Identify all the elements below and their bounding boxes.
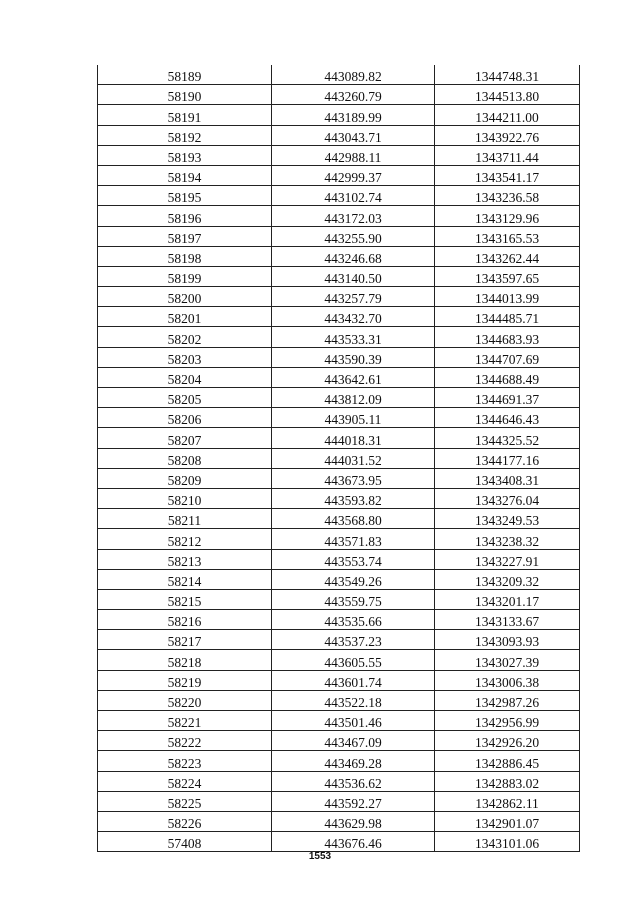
table-row <box>98 630 580 650</box>
point-id-cell: 58203 <box>98 347 272 367</box>
x-coordinate-cell: 443590.39 <box>272 347 435 367</box>
table-row <box>98 589 580 609</box>
y-coordinate-cell: 1343238.32 <box>435 529 580 549</box>
point-id-cell: 58211 <box>98 509 272 529</box>
y-coordinate-cell: 1343541.17 <box>435 165 580 185</box>
x-coordinate-cell: 443260.79 <box>272 85 435 105</box>
x-coordinate-cell: 442988.11 <box>272 145 435 165</box>
y-coordinate-cell: 1344748.31 <box>435 65 580 85</box>
x-coordinate-cell: 443089.82 <box>272 65 435 85</box>
x-coordinate-cell: 443189.99 <box>272 105 435 125</box>
table-row <box>98 529 580 549</box>
y-coordinate-cell: 1342862.11 <box>435 791 580 811</box>
y-coordinate-cell: 1342926.20 <box>435 731 580 751</box>
x-coordinate-cell: 443553.74 <box>272 549 435 569</box>
table-row <box>98 226 580 246</box>
table-row <box>98 408 580 428</box>
point-id-cell: 58191 <box>98 105 272 125</box>
y-coordinate-cell: 1343249.53 <box>435 509 580 529</box>
x-coordinate-cell: 443559.75 <box>272 589 435 609</box>
y-coordinate-cell: 1344707.69 <box>435 347 580 367</box>
table-row <box>98 509 580 529</box>
table-row <box>98 428 580 448</box>
y-coordinate-cell: 1344691.37 <box>435 388 580 408</box>
coordinate-table <box>97 65 580 852</box>
x-coordinate-cell: 443467.09 <box>272 731 435 751</box>
point-id-cell: 58197 <box>98 226 272 246</box>
table-row <box>98 549 580 569</box>
table-row <box>98 186 580 206</box>
y-coordinate-cell: 1343922.76 <box>435 125 580 145</box>
table-row <box>98 610 580 630</box>
point-id-cell: 58220 <box>98 690 272 710</box>
y-coordinate-cell: 1344211.00 <box>435 105 580 125</box>
table-row <box>98 145 580 165</box>
x-coordinate-cell: 443629.98 <box>272 811 435 831</box>
x-coordinate-cell: 443536.62 <box>272 771 435 791</box>
page-number: 1553 <box>308 851 332 862</box>
coordinate-table-container <box>97 65 579 852</box>
point-id-cell: 58225 <box>98 791 272 811</box>
point-id-cell: 58190 <box>98 85 272 105</box>
table-row <box>98 266 580 286</box>
x-coordinate-cell: 443522.18 <box>272 690 435 710</box>
table-row <box>98 488 580 508</box>
point-id-cell: 58199 <box>98 266 272 286</box>
y-coordinate-cell: 1343027.39 <box>435 650 580 670</box>
y-coordinate-cell: 1344013.99 <box>435 287 580 307</box>
y-coordinate-cell: 1344325.52 <box>435 428 580 448</box>
y-coordinate-cell: 1343209.32 <box>435 569 580 589</box>
point-id-cell: 58198 <box>98 246 272 266</box>
point-id-cell: 58219 <box>98 670 272 690</box>
table-row <box>98 105 580 125</box>
x-coordinate-cell: 443642.61 <box>272 367 435 387</box>
x-coordinate-cell: 443593.82 <box>272 488 435 508</box>
x-coordinate-cell: 443676.46 <box>272 832 435 852</box>
x-coordinate-cell: 443432.70 <box>272 307 435 327</box>
y-coordinate-cell: 1343201.17 <box>435 589 580 609</box>
point-id-cell: 58213 <box>98 549 272 569</box>
x-coordinate-cell: 444031.52 <box>272 448 435 468</box>
table-row <box>98 327 580 347</box>
x-coordinate-cell: 443533.31 <box>272 327 435 347</box>
table-row <box>98 367 580 387</box>
table-row <box>98 751 580 771</box>
y-coordinate-cell: 1344513.80 <box>435 85 580 105</box>
point-id-cell: 58194 <box>98 165 272 185</box>
table-row <box>98 85 580 105</box>
y-coordinate-cell: 1343165.53 <box>435 226 580 246</box>
table-row <box>98 650 580 670</box>
point-id-cell: 58216 <box>98 610 272 630</box>
x-coordinate-cell: 443592.27 <box>272 791 435 811</box>
table-row <box>98 307 580 327</box>
x-coordinate-cell: 444018.31 <box>272 428 435 448</box>
y-coordinate-cell: 1343262.44 <box>435 246 580 266</box>
table-row <box>98 771 580 791</box>
x-coordinate-cell: 443568.80 <box>272 509 435 529</box>
point-id-cell: 58215 <box>98 589 272 609</box>
x-coordinate-cell: 442999.37 <box>272 165 435 185</box>
table-row <box>98 347 580 367</box>
x-coordinate-cell: 443605.55 <box>272 650 435 670</box>
y-coordinate-cell: 1344177.16 <box>435 448 580 468</box>
y-coordinate-cell: 1343101.06 <box>435 832 580 852</box>
y-coordinate-cell: 1343133.67 <box>435 610 580 630</box>
y-coordinate-cell: 1344688.49 <box>435 367 580 387</box>
table-row <box>98 468 580 488</box>
table-row <box>98 65 580 85</box>
point-id-cell: 58217 <box>98 630 272 650</box>
point-id-cell: 58200 <box>98 287 272 307</box>
point-id-cell: 58192 <box>98 125 272 145</box>
x-coordinate-cell: 443102.74 <box>272 186 435 206</box>
y-coordinate-cell: 1343227.91 <box>435 549 580 569</box>
point-id-cell: 58202 <box>98 327 272 347</box>
x-coordinate-cell: 443172.03 <box>272 206 435 226</box>
y-coordinate-cell: 1342987.26 <box>435 690 580 710</box>
point-id-cell: 58214 <box>98 569 272 589</box>
point-id-cell: 58224 <box>98 771 272 791</box>
table-row <box>98 731 580 751</box>
table-row <box>98 125 580 145</box>
y-coordinate-cell: 1343597.65 <box>435 266 580 286</box>
point-id-cell: 58206 <box>98 408 272 428</box>
point-id-cell: 58208 <box>98 448 272 468</box>
point-id-cell: 58212 <box>98 529 272 549</box>
y-coordinate-cell: 1343129.96 <box>435 206 580 226</box>
x-coordinate-cell: 443255.90 <box>272 226 435 246</box>
point-id-cell: 58226 <box>98 811 272 831</box>
point-id-cell: 57408 <box>98 832 272 852</box>
y-coordinate-cell: 1344485.71 <box>435 307 580 327</box>
point-id-cell: 58218 <box>98 650 272 670</box>
table-row <box>98 670 580 690</box>
y-coordinate-cell: 1343093.93 <box>435 630 580 650</box>
x-coordinate-cell: 443549.26 <box>272 569 435 589</box>
y-coordinate-cell: 1342901.07 <box>435 811 580 831</box>
table-row <box>98 711 580 731</box>
y-coordinate-cell: 1342956.99 <box>435 711 580 731</box>
table-row <box>98 388 580 408</box>
point-id-cell: 58189 <box>98 65 272 85</box>
point-id-cell: 58205 <box>98 388 272 408</box>
x-coordinate-cell: 443535.66 <box>272 610 435 630</box>
y-coordinate-cell: 1342886.45 <box>435 751 580 771</box>
x-coordinate-cell: 443571.83 <box>272 529 435 549</box>
x-coordinate-cell: 443257.79 <box>272 287 435 307</box>
table-row <box>98 690 580 710</box>
x-coordinate-cell: 443537.23 <box>272 630 435 650</box>
x-coordinate-cell: 443469.28 <box>272 751 435 771</box>
table-row <box>98 287 580 307</box>
y-coordinate-cell: 1343236.58 <box>435 186 580 206</box>
point-id-cell: 58223 <box>98 751 272 771</box>
point-id-cell: 58222 <box>98 731 272 751</box>
x-coordinate-cell: 443501.46 <box>272 711 435 731</box>
x-coordinate-cell: 443905.11 <box>272 408 435 428</box>
point-id-cell: 58193 <box>98 145 272 165</box>
x-coordinate-cell: 443043.71 <box>272 125 435 145</box>
x-coordinate-cell: 443673.95 <box>272 468 435 488</box>
point-id-cell: 58221 <box>98 711 272 731</box>
y-coordinate-cell: 1344646.43 <box>435 408 580 428</box>
point-id-cell: 58204 <box>98 367 272 387</box>
point-id-cell: 58195 <box>98 186 272 206</box>
table-row <box>98 246 580 266</box>
point-id-cell: 58210 <box>98 488 272 508</box>
table-row <box>98 165 580 185</box>
y-coordinate-cell: 1343711.44 <box>435 145 580 165</box>
y-coordinate-cell: 1343006.38 <box>435 670 580 690</box>
y-coordinate-cell: 1342883.02 <box>435 771 580 791</box>
x-coordinate-cell: 443812.09 <box>272 388 435 408</box>
point-id-cell: 58209 <box>98 468 272 488</box>
table-row <box>98 448 580 468</box>
table-row <box>98 791 580 811</box>
table-row <box>98 206 580 226</box>
point-id-cell: 58196 <box>98 206 272 226</box>
point-id-cell: 58201 <box>98 307 272 327</box>
table-row <box>98 569 580 589</box>
point-id-cell: 58207 <box>98 428 272 448</box>
x-coordinate-cell: 443140.50 <box>272 266 435 286</box>
y-coordinate-cell: 1343408.31 <box>435 468 580 488</box>
table-row <box>98 811 580 831</box>
x-coordinate-cell: 443601.74 <box>272 670 435 690</box>
y-coordinate-cell: 1343276.04 <box>435 488 580 508</box>
y-coordinate-cell: 1344683.93 <box>435 327 580 347</box>
table-row <box>98 832 580 852</box>
x-coordinate-cell: 443246.68 <box>272 246 435 266</box>
coordinate-table-body <box>98 65 580 852</box>
